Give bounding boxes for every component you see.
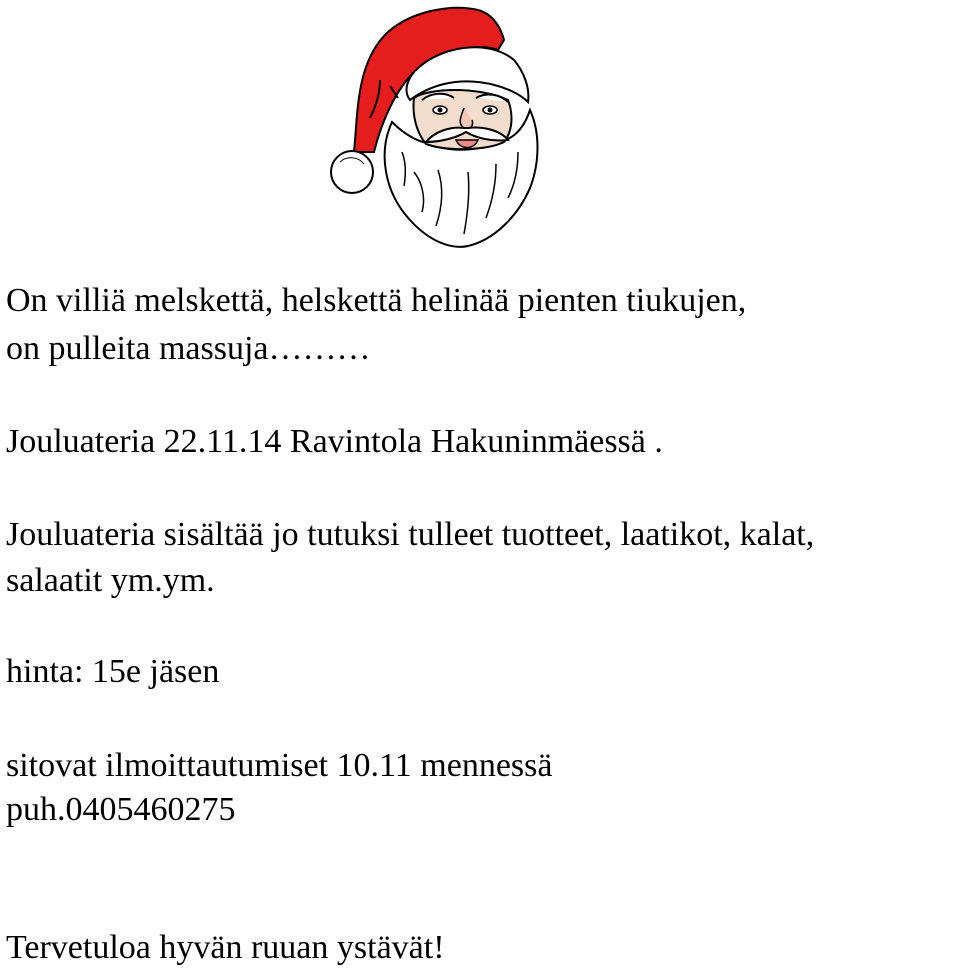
intro-line-1: On villiä melskettä, helskettä helinää pienten tiukujen, [6,282,747,319]
menu-description-line-1: Jouluateria sisältää jo tutuksi tulleet tuotteet, laatikot, kalat, [6,516,815,553]
santa-claus-face-icon [318,2,554,256]
welcome-line: Tervetuloa hyvän ruuan ystävät! [6,929,445,966]
menu-description-line-2: salaatit ym.ym. [6,562,215,599]
intro-line-2: on pulleita massuja……… [6,330,371,367]
event-title: Jouluateria 22.11.14 Ravintola Hakuninmäessä . [6,423,663,460]
price-info: hinta: 15e jäsen [6,653,220,690]
phone-number: puh.0405460275 [6,791,236,828]
registration-deadline: sitovat ilmoittautumiset 10.11 mennessä [6,747,553,784]
